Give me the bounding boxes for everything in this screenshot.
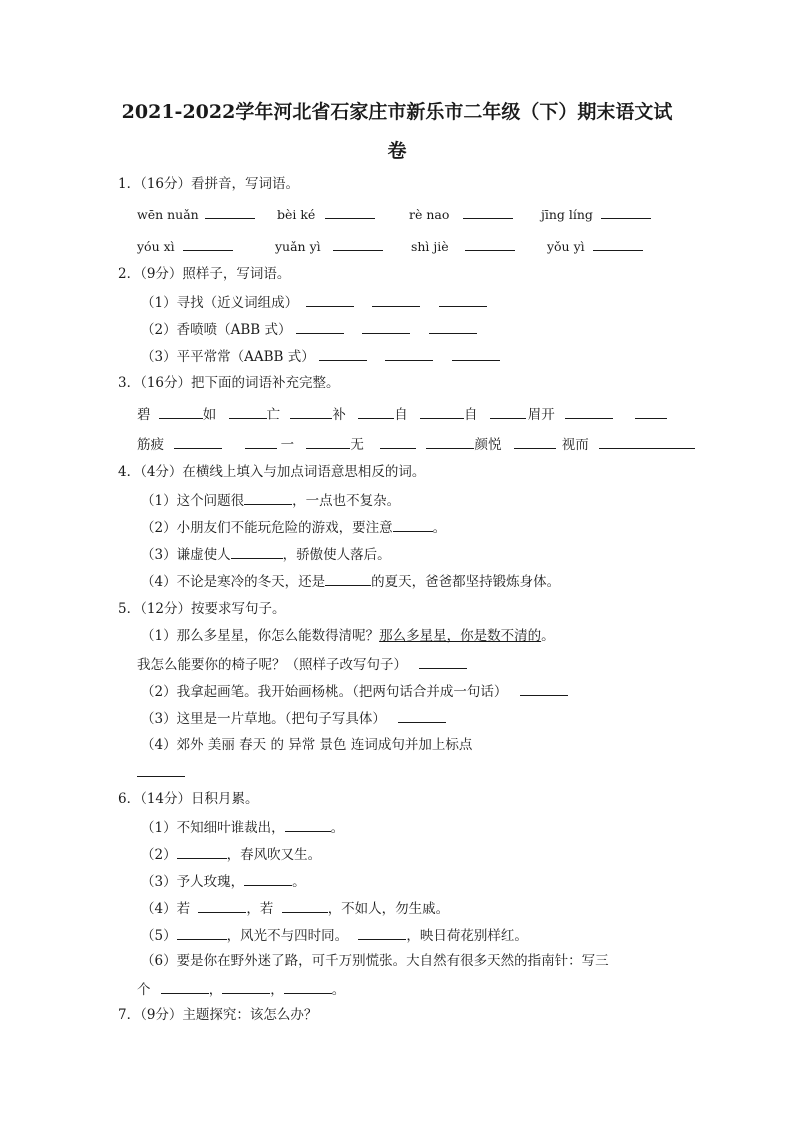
q5-item1-punct: 。	[541, 628, 555, 644]
answer-blank[interactable]	[325, 571, 371, 586]
answer-blank[interactable]	[463, 204, 513, 219]
q1-pinyin: bèi ké	[276, 207, 316, 222]
q6-item4	[141, 898, 449, 918]
q4-item	[141, 544, 391, 564]
answer-blank[interactable]	[325, 204, 375, 219]
q1-pinyin: wēn nuǎn	[137, 207, 199, 222]
q1-pinyin: yuǎn yì	[274, 239, 321, 254]
answer-blank[interactable]	[183, 236, 233, 251]
q2-stem: 2．（9分）照样子，写词语。	[118, 266, 291, 282]
q5-item4-answer	[137, 762, 185, 782]
answer-blank[interactable]	[137, 762, 185, 777]
q5-item1	[141, 627, 555, 645]
q6-text: （2）	[141, 847, 177, 863]
q5-item4-text: （4）郊外 美丽 春天 的 异常 景色 连词成句并加上标点	[141, 737, 473, 753]
q3-char: 筋疲	[137, 437, 164, 453]
answer-blank[interactable]	[306, 434, 350, 449]
q4-item-text: ，一点也不复杂。	[292, 493, 401, 509]
q6-text: ，春风吹又生。	[226, 847, 322, 863]
q1-row1	[137, 204, 651, 224]
q4-item-text: （3）谦虚使人	[141, 547, 231, 563]
q1-pinyin: yǒu yì	[546, 239, 585, 254]
q6-item6	[141, 952, 609, 970]
q6-text: ，若	[246, 901, 274, 917]
q5-item2	[141, 681, 568, 701]
q6-item5	[141, 925, 528, 945]
q6-item6-line2	[137, 979, 345, 999]
q6-text: （4）若	[141, 901, 191, 917]
answer-blank[interactable]	[161, 979, 209, 994]
answer-blank[interactable]	[426, 434, 474, 449]
answer-blank[interactable]	[601, 204, 651, 219]
answer-blank[interactable]	[565, 404, 613, 419]
answer-blank[interactable]	[285, 817, 331, 832]
q6-item1	[141, 817, 344, 837]
answer-blank[interactable]	[429, 319, 477, 334]
q4-item-text: （4）不论是寒冷的冬天，还是	[141, 574, 326, 590]
q6-text: ，不如人，勿生戚。	[327, 901, 450, 917]
answer-blank[interactable]	[177, 925, 227, 940]
q6-item2	[141, 844, 321, 864]
q4-item	[141, 490, 400, 510]
q4-item-text: ，骄傲使人落后。	[282, 547, 391, 563]
answer-blank[interactable]	[514, 434, 556, 449]
answer-blank[interactable]	[520, 681, 568, 696]
answer-blank[interactable]	[358, 925, 406, 940]
q1-pinyin: rè nao	[408, 207, 450, 222]
answer-blank[interactable]	[174, 434, 222, 449]
answer-blank[interactable]	[231, 544, 283, 559]
q4-item-text: 的夏天，爸爸都坚持锻炼身体。	[371, 574, 561, 590]
q5-item1-prompt: 我怎么能要你的椅子呢？（照样子改写句子）	[137, 657, 407, 673]
answer-blank[interactable]	[306, 292, 354, 307]
q6-text: 。	[292, 874, 306, 890]
answer-blank[interactable]	[205, 204, 255, 219]
q5-item3	[141, 708, 446, 728]
answer-blank[interactable]	[635, 404, 667, 419]
q5-stem: 5．（12分）按要求写句子。	[118, 601, 286, 617]
answer-blank[interactable]	[362, 319, 410, 334]
q6-text: （6）要是你在野外迷了路，可千万别慌张。大自然有很多天然的指南针：写三	[141, 953, 609, 969]
answer-blank[interactable]	[177, 844, 227, 859]
exam-title-line1: 2021-2022学年河北省石家庄市新乐市二年级（下）期末语文试	[121, 101, 673, 123]
q2-item-label: （3）平平常常（AABB 式）	[141, 349, 315, 365]
q5-item1-question: （1）那么多星星，你怎么能数得清呢？	[141, 628, 380, 644]
q5-item4	[141, 736, 472, 754]
answer-blank[interactable]	[358, 404, 394, 419]
q3-char: 自	[463, 407, 478, 423]
q3-char: 一	[280, 437, 295, 453]
q6-text: （5）	[141, 928, 177, 944]
answer-blank[interactable]	[490, 404, 526, 419]
q2-item-label: （1）寻找（近义词组成）	[141, 295, 299, 311]
q5-item3-text: （3）这里是一片草地。（把句子写具体）	[141, 711, 386, 727]
q6-text: 。	[330, 820, 345, 836]
answer-blank[interactable]	[222, 979, 270, 994]
q2-item-label: （2）香喷喷（ABB 式）	[141, 322, 292, 338]
answer-blank[interactable]	[593, 236, 643, 251]
q4-stem: 4．（4分）在横线上填入与加点词语意思相反的词。	[118, 464, 426, 480]
q3-row1	[137, 404, 667, 424]
q2-item	[141, 346, 500, 366]
q6-text: ，	[208, 982, 223, 998]
answer-blank[interactable]	[419, 654, 467, 669]
q3-char: 亡	[266, 407, 281, 423]
q3-char: 无	[350, 437, 364, 453]
answer-blank[interactable]	[244, 871, 292, 886]
q7-stem: 7．（9分）主题探究：该怎么办？	[118, 1007, 318, 1023]
answer-blank[interactable]	[159, 404, 203, 419]
q3-char: 眉开	[527, 407, 555, 423]
q3-char: 碧	[137, 407, 151, 423]
answer-blank[interactable]	[290, 404, 332, 419]
q1-pinyin: shì jiè	[410, 239, 449, 254]
q6-item3	[141, 871, 306, 891]
q6-text: ，映日荷花别样红。	[406, 928, 528, 944]
q3-char: 自	[394, 407, 408, 423]
answer-blank[interactable]	[393, 517, 433, 532]
answer-blank[interactable]	[599, 434, 695, 449]
q4-item-text: （1）这个问题很	[141, 493, 245, 509]
q3-row2	[137, 434, 695, 454]
answer-blank[interactable]	[385, 346, 433, 361]
answer-blank[interactable]	[420, 404, 464, 419]
answer-blank[interactable]	[398, 708, 446, 723]
q1-stem: 1．（16分）看拼音，写词语。	[118, 176, 300, 192]
q3-char: 颜悦	[474, 437, 502, 453]
answer-blank[interactable]	[296, 319, 344, 334]
q6-stem: 6．（14分）日积月累。	[118, 791, 259, 807]
q2-item	[141, 319, 477, 339]
answer-blank[interactable]	[452, 346, 500, 361]
q5-item2-text: （2）我拿起画笔。我开始画杨桃。（把两句话合并成一句话）	[141, 684, 508, 700]
q1-pinyin: jīng líng	[540, 207, 593, 222]
answer-blank[interactable]	[380, 434, 416, 449]
answer-blank[interactable]	[284, 979, 332, 994]
q1-row2	[137, 236, 643, 256]
q5-item1-example: 那么多星星，你是数不清的	[379, 628, 542, 644]
q6-text: 个	[137, 982, 151, 998]
answer-blank[interactable]	[282, 898, 328, 913]
q3-stem: 3．（16分）把下面的词语补充完整。	[118, 375, 340, 391]
q4-item-text: （2）小朋友们不能玩危险的游戏，要注意	[141, 520, 393, 536]
q3-char: 如	[202, 407, 217, 423]
q3-char: 视而	[561, 437, 589, 453]
answer-blank[interactable]	[439, 292, 487, 307]
answer-blank[interactable]	[465, 236, 515, 251]
q3-char: 补	[332, 407, 346, 423]
answer-blank[interactable]	[333, 236, 383, 251]
q6-text: 。	[331, 982, 346, 998]
answer-blank[interactable]	[245, 434, 277, 449]
answer-blank[interactable]	[244, 490, 292, 505]
q4-item-text: 。	[432, 520, 447, 536]
q1-pinyin: yóu xì	[137, 239, 175, 254]
q6-text: ，风光不与四时同。	[226, 928, 349, 944]
q6-text: （1）不知细叶谁裁出，	[141, 820, 285, 836]
q6-text: （3）予人玫瑰，	[141, 874, 245, 890]
q4-item	[141, 571, 560, 591]
answer-blank[interactable]	[198, 898, 246, 913]
q5-item1-line2	[137, 654, 467, 674]
q2-item	[141, 292, 487, 312]
answer-blank[interactable]	[372, 292, 420, 307]
q4-item	[141, 517, 446, 537]
answer-blank[interactable]	[229, 404, 267, 419]
exam-title-line2: 卷	[387, 140, 407, 162]
answer-blank[interactable]	[319, 346, 367, 361]
q6-text: ，	[270, 982, 284, 998]
